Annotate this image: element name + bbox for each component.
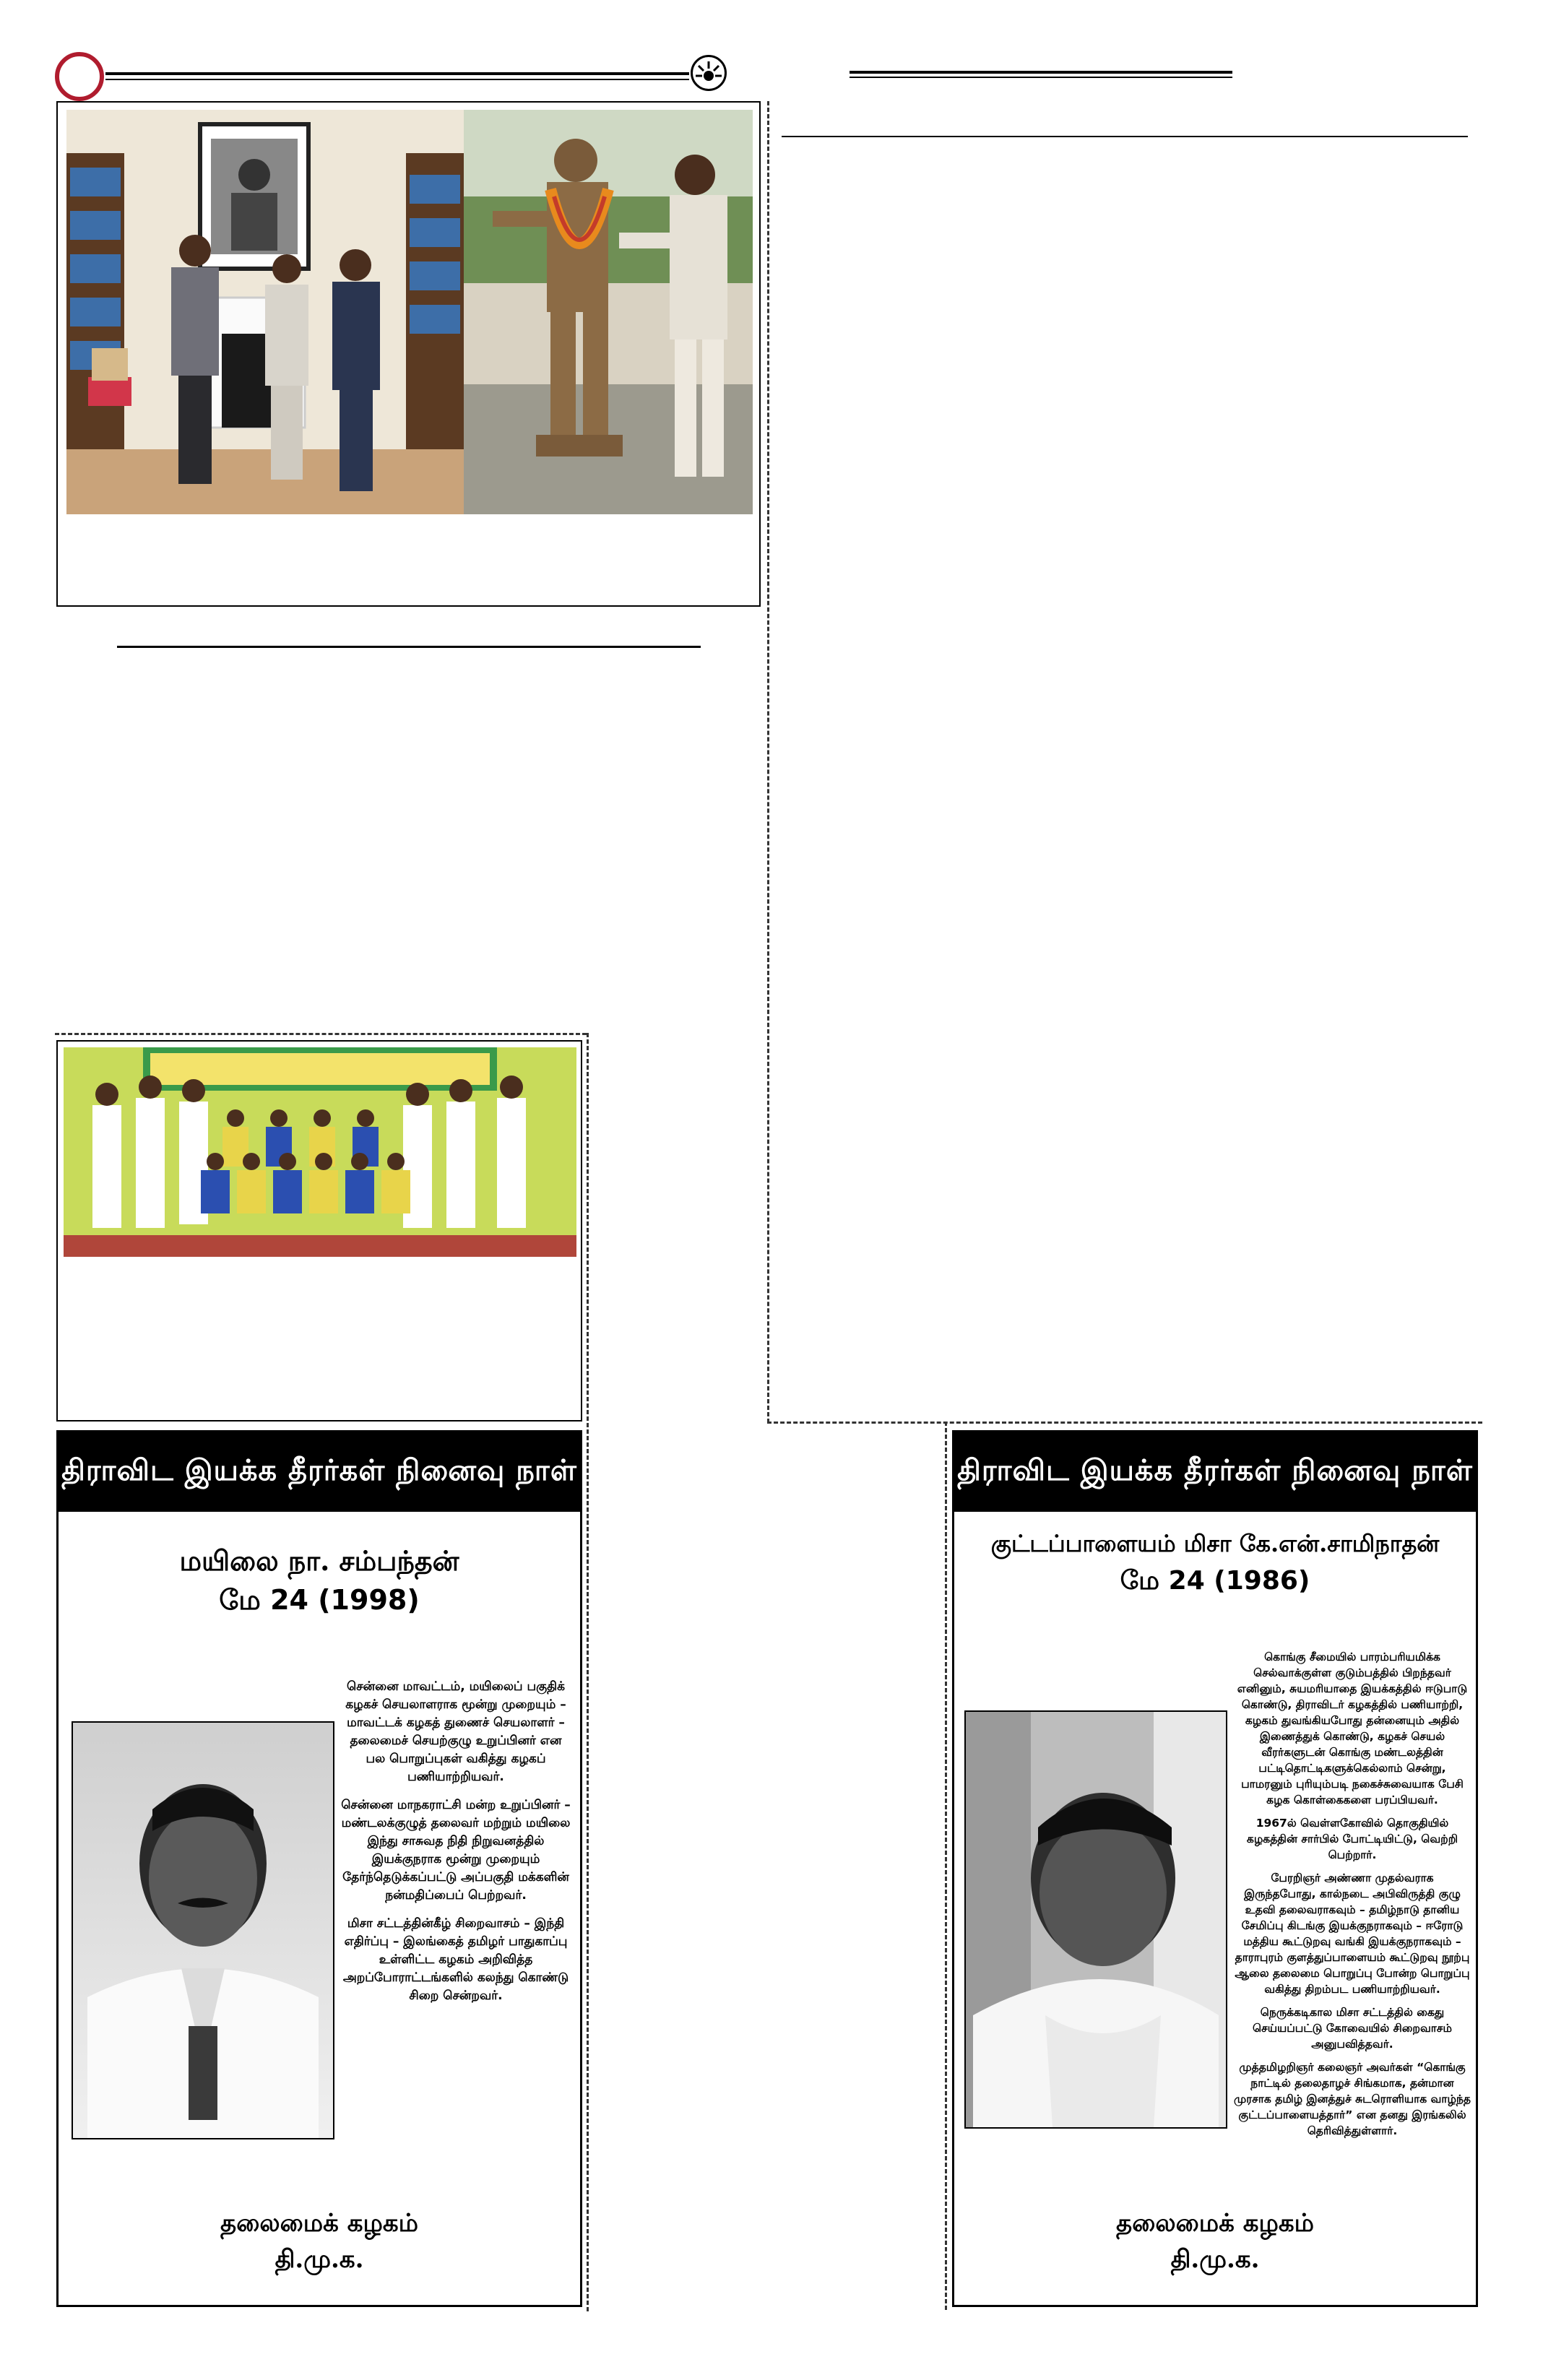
portrait-sambandhan: [72, 1721, 334, 2139]
mid-lower-divider: [945, 1421, 947, 2310]
header-rule-left: [105, 72, 689, 75]
obituary-banner: திராவிட இயக்க தீரர்கள் நினைவு நாள்: [954, 1432, 1476, 1512]
obituary-footer: [954, 2205, 1476, 2277]
column-divider-main: [767, 101, 769, 1423]
statue-garland-photo: [464, 110, 753, 514]
header-rule-right-thin: [850, 77, 1232, 78]
footer-party: தி.மு.க.: [275, 2245, 364, 2274]
right-column-bottom-divider: [767, 1421, 1482, 1424]
bio-paragraph: சென்னை மாவட்டம், மயிலைப் பகுதிக் கழகச் செயலாளராக மூன்று முறையும் – மாவட்டக் கழகத் துணைச் செயலாளர் – தலைமைச் செயற்குழு உறுப்பினர் என பல பொறுப்புகள் வகித்து கழகப் பணியாற்றியவர்.: [345, 1679, 566, 1784]
left-article-rule: [117, 646, 701, 648]
obituary-footer: [59, 2205, 580, 2277]
obituary-banner: திராவிட இயக்க தீரர்கள் நினைவு நாள்: [59, 1432, 580, 1512]
obituary-date: மே 24 (1998): [219, 1584, 420, 1616]
obituary-card-right: [952, 1430, 1478, 2307]
bio-paragraph: முத்தமிழறிஞர் கலைஞர் அவர்கள் “கொங்கு நாட்டில் தலைதாழச் சிங்கமாக, தன்மான முரசாக தமிழ் இனத்துச் சுடரொளியாக வாழ்ந்த குட்டப்பாளையத்தார்” என தனது இரங்கலில் தெரிவித்துள்ளார்.: [1234, 2061, 1471, 2137]
second-photo-divider-top: [55, 1033, 587, 1035]
right-column-top-rule: [782, 136, 1468, 137]
volleyball-team-photo: [64, 1047, 576, 1257]
library-group-photo: [66, 110, 464, 514]
footer-org: தலைமைக் கழகம்: [1116, 2209, 1314, 2238]
page-number-badge: [55, 52, 104, 101]
obituary-date: மே 24 (1986): [1120, 1566, 1310, 1596]
top-photo-frame: [56, 101, 761, 607]
portrait-saminathan: [964, 1710, 1227, 2129]
footer-party: தி.மு.க.: [1170, 2245, 1260, 2274]
footer-org: தலைமைக் கழகம்: [220, 2209, 418, 2238]
bio-paragraph: மிசா சட்டத்தின்கீழ் சிறைவாசம் – இந்தி எதிர்ப்பு – இலங்கைத் தமிழர் பாதுகாப்பு உள்ளிட்ட கழகம் அறிவித்த அறப்போராட்டங்களில் கலந்து கொண்டு சிறை சென்றவர்.: [342, 1916, 569, 2003]
bio-paragraph: நெருக்கடிகால மிசா சட்டத்தில் கைது செய்யப்பட்டு கோவையில் சிறைவாசம் அனுபவித்தவர்.: [1253, 2006, 1452, 2051]
obituary-bio: [340, 1678, 571, 2015]
header-rule-right: [850, 71, 1232, 74]
obituary-name: குட்டப்பாளையம் மிசா கே.என்.சாமிநாதன்: [990, 1530, 1440, 1557]
obituary-card-left: [56, 1430, 582, 2307]
bio-paragraph: சென்னை மாநகராட்சி மன்ற உறுப்பினர் – மண்டலக்குழுத் தலைவர் மற்றும் மயிலை இந்து சாசுவத நிதி நிறுவனத்தில் இயக்குநராக மூன்று முறையும் தேர்ந்தெடுக்கப்பட்டு அப்பகுதி மக்களின் நன்மதிப்பைப் பெற்றவர்.: [341, 1798, 571, 1903]
second-photo-divider-right: [587, 1033, 589, 2311]
dmk-rising-sun-icon: [691, 55, 727, 91]
bio-paragraph: 1967ல் வெள்ளகோவில் தொகுதியில் கழகத்தின் சார்பில் போட்டியிட்டு, வெற்றி பெற்றார்.: [1246, 1817, 1458, 1861]
bio-paragraph: கொங்கு சீமையில் பாரம்பரியமிக்க செல்வாக்குள்ள குடும்பத்தில் பிறந்தவர் எனினும், சுயமரியாதை இயக்கத்தில் ஈடுபாடு கொண்டு, திராவிடர் கழகத்தில் பணியாற்றி, கழகம் துவங்கியபோது தன்னையும் அதில் இணைத்துக் கொண்டு, கழகச் செயல் வீரர்களுடன் கொங்கு மண்டலத்தின் பட்டிதொட்டிகளுக்கெல்லாம் சென்று, பாமரனும் புரியும்படி நகைச்சுவையாக பேசி கழக கொள்கைகளை பரப்பியவர்.: [1237, 1650, 1468, 1806]
obituary-name: மயிலை நா. சம்பந்தன்: [179, 1544, 459, 1577]
bio-paragraph: பேரறிஞர் அண்ணா முதல்வராக இருந்தபோது, கால்நடை அபிவிருத்தி குழு உதவி தலைவராகவும் – தமிழ்நாடு தானிய சேமிப்பு கிடங்கு இயக்குநராகவும் – ஈரோடு மத்திய கூட்டுறவு வங்கி இயக்குநராகவும் – தாராபுரம் குளத்துப்பாளையம் கூட்டுறவு நூற்பு ஆலை தலைமை பொறுப்பு போன்ற பொறுப்பு வகித்து திறம்பட பணியாற்றியவர்.: [1235, 1871, 1470, 1996]
header-rule-left-thin: [105, 79, 689, 80]
obituary-bio: [1233, 1649, 1471, 2146]
team-photo-frame: [56, 1040, 582, 1421]
